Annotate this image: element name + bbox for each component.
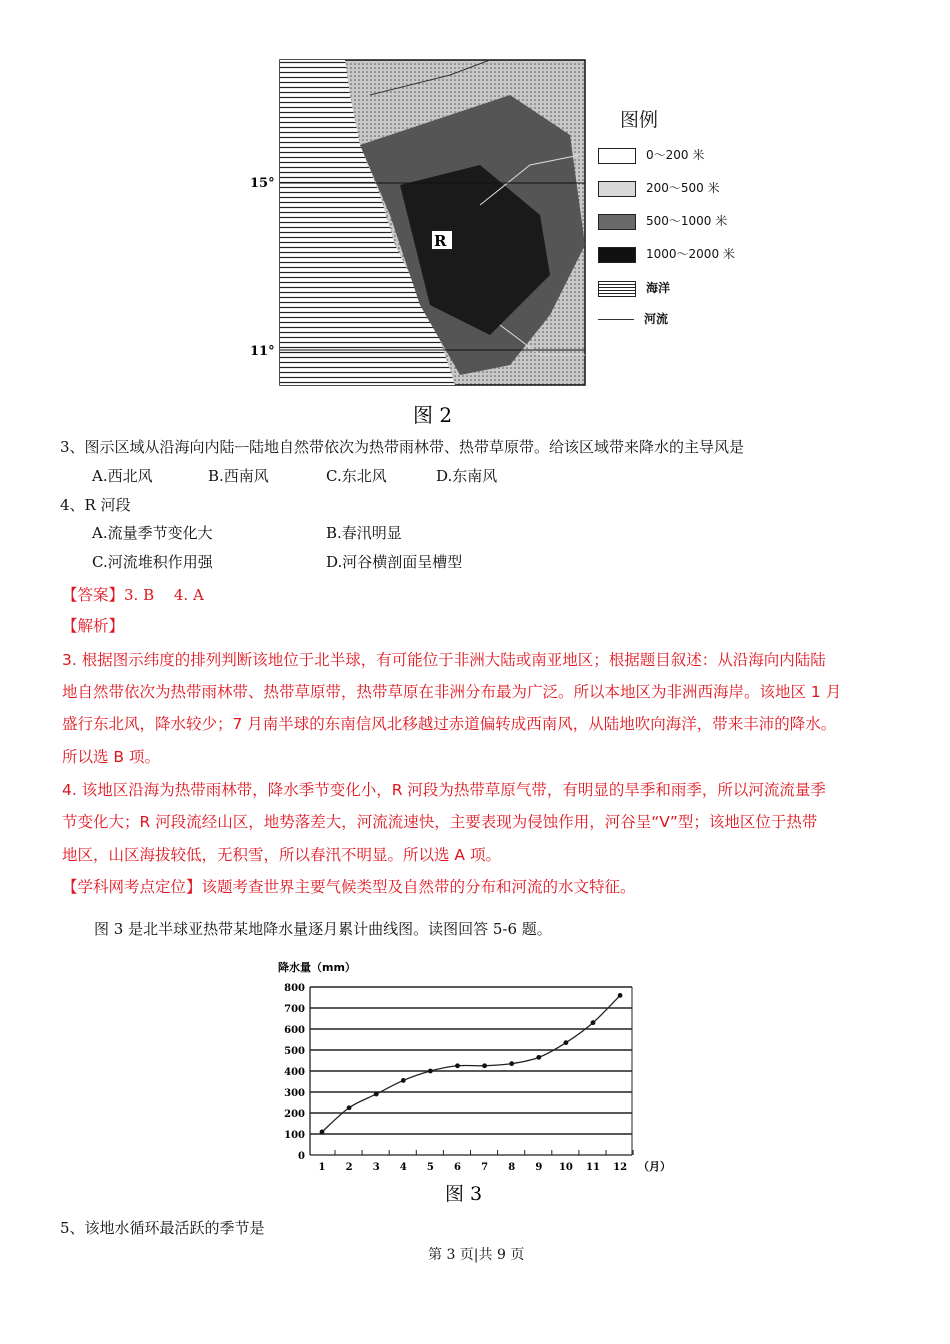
y-tick-label: 300 — [284, 1088, 305, 1099]
x-tick-label: 8 — [508, 1162, 516, 1173]
legend-swatch — [598, 247, 636, 263]
x-tick-label: 2 — [345, 1162, 353, 1173]
figure2-caption: 图 2 — [413, 403, 453, 427]
y-axis-label: 降水量（mm） — [278, 961, 356, 974]
x-tick-label: 6 — [454, 1162, 461, 1173]
y-tick-label: 0 — [298, 1151, 305, 1162]
x-tick-label: 4 — [399, 1162, 407, 1173]
q4-option-d: D.河谷横剖面呈槽型 — [326, 553, 463, 571]
legend-title: 图例 — [620, 109, 659, 131]
legend-item: 500～1000 米 — [598, 212, 727, 230]
legend-swatch — [598, 281, 636, 297]
x-tick-label: 12 — [613, 1162, 628, 1173]
x-axis-label: （月） — [638, 1160, 671, 1173]
y-tick-label: 400 — [284, 1067, 305, 1078]
y-tick-label: 700 — [284, 1004, 305, 1015]
x-tick-label: 9 — [535, 1162, 543, 1173]
analysis-p4-line: 地区，山区海拔较低，无积雪，所以春汛不明显。所以选 A 项。 — [62, 846, 501, 864]
data-point — [618, 993, 623, 998]
data-point — [536, 1055, 541, 1060]
lat-15: 15° — [250, 176, 275, 191]
x-tick-label: 7 — [481, 1162, 489, 1173]
legend-item: 0～200 米 — [598, 146, 704, 164]
analysis-p3-line: 3. 根据图示纬度的排列判断该地位于北半球，有可能位于非洲大陆或南亚地区；根据题目叙述：从沿海向内陆陆 — [62, 651, 826, 669]
lat-11: 11° — [250, 344, 275, 359]
answer: 【答案】3. B 4. A — [62, 586, 204, 604]
data-point — [591, 1020, 596, 1025]
x-tick-label: 11 — [586, 1162, 600, 1173]
legend-swatch — [598, 181, 636, 197]
q4-option-c: C.河流堆积作用强 — [92, 553, 213, 571]
analysis-p4-line: 节变化大；R 河段流经山区，地势落差大，河流流速快，主要表现为侵蚀作用，河谷呈“V”型；该地区位于热带 — [62, 813, 818, 831]
analysis-label: 【解析】 — [62, 617, 125, 635]
label-r: R — [434, 232, 447, 250]
page-footer: 第 3 页|共 9 页 — [428, 1247, 525, 1263]
q4-option-a: A.流量季节变化大 — [92, 524, 213, 542]
legend-swatch — [598, 148, 636, 164]
q3-option-b: B.西南风 — [208, 467, 269, 485]
q4-stem: 4、R 河段 — [60, 496, 131, 514]
x-tick-label: 1 — [318, 1162, 326, 1173]
data-point — [374, 1092, 379, 1097]
legend-swatch — [598, 214, 636, 230]
legend-item: 200～500 米 — [598, 179, 720, 197]
analysis-p3-line: 盛行东北风，降水较少；7 月南半球的东南信风北移越过赤道偏转成西南风，从陆地吹向海洋，带来丰沛的降水。 — [62, 715, 837, 733]
figure3-caption: 图 3 — [445, 1183, 483, 1205]
data-point — [347, 1105, 352, 1110]
analysis-p3-line: 所以选 B 项。 — [62, 748, 160, 766]
q3-option-c: C.东北风 — [326, 467, 387, 485]
analysis-p4-line: 4. 该地区沿海为热带雨林带，降水季节变化小，R 河段为热带草原气带，有明显的旱季和雨季，所以河流流量季 — [62, 781, 826, 799]
figure2-map — [250, 55, 750, 430]
q3-stem: 3、图示区域从沿海向内陆ᅳ陆地自然带依次为热带雨林带、热带草原带。给该区域带来降水的主导风是 — [60, 438, 745, 456]
q3-option-a: A.西北风 — [92, 467, 153, 485]
intro-56: 图 3 是北半球亚热带某地降水量逐月累计曲线图。读图回答 5-6 题。 — [94, 920, 552, 938]
q5-stem: 5、该地水循环最活跃的季节是 — [60, 1219, 265, 1237]
x-tick-label: 3 — [372, 1162, 380, 1173]
analysis-p3-line: 地自然带依次为热带雨林带、热带草原带，热带草原在非洲分布最为广泛。所以本地区为非洲西海岸。该地区 1 月 — [62, 683, 842, 701]
data-point — [320, 1130, 325, 1135]
data-point — [509, 1061, 514, 1066]
y-tick-label: 800 — [284, 983, 305, 994]
y-tick-label: 600 — [284, 1025, 305, 1036]
legend-item: 海洋 — [598, 279, 670, 297]
data-point — [428, 1069, 433, 1074]
data-point — [482, 1063, 487, 1068]
series-line — [322, 995, 620, 1132]
data-point — [401, 1078, 406, 1083]
q4-option-b: B.春汛明显 — [326, 524, 402, 542]
data-point — [455, 1063, 460, 1068]
y-tick-label: 200 — [284, 1109, 305, 1120]
q3-option-d: D.东南风 — [436, 467, 498, 485]
legend-item: 1000～2000 米 — [598, 245, 735, 263]
y-tick-label: 500 — [284, 1046, 305, 1057]
kaodian: 【学科网考点定位】该题考查世界主要气候类型及自然带的分布和河流的水文特征。 — [62, 878, 636, 896]
x-tick-label: 10 — [558, 1162, 573, 1173]
x-tick-label: 5 — [426, 1162, 434, 1173]
legend-item: 河流 — [598, 310, 668, 327]
data-point — [564, 1040, 569, 1045]
figure3-chart — [270, 955, 690, 1210]
river-icon — [598, 319, 634, 320]
y-tick-label: 100 — [284, 1130, 305, 1141]
